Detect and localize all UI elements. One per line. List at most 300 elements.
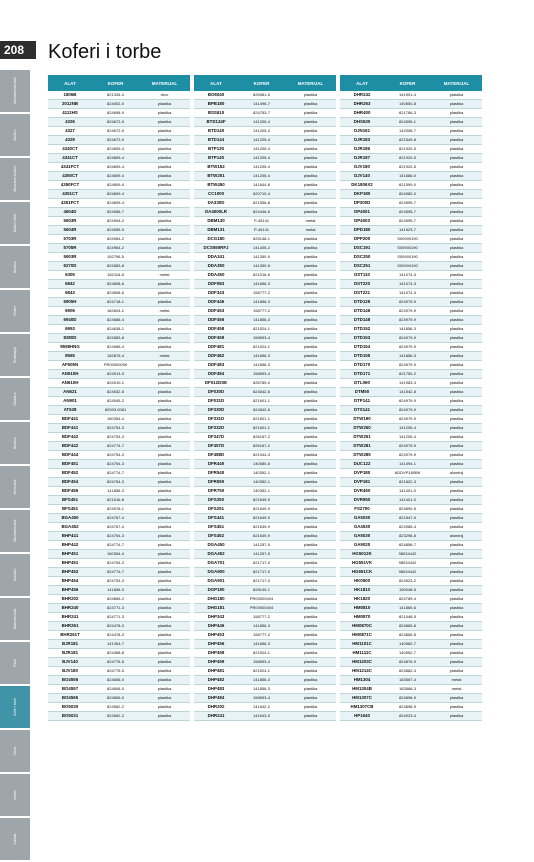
material: plastika — [431, 262, 482, 271]
case-code: 821649-9 — [238, 496, 285, 505]
case-code: 821599-0 — [384, 181, 431, 190]
tool-model: HG5012K — [340, 550, 384, 559]
table-row — [48, 406, 190, 415]
tool-model: DTP141 — [340, 397, 384, 406]
table-row — [340, 118, 482, 127]
table-row — [194, 595, 336, 604]
material: plastika — [285, 712, 336, 721]
table-row — [48, 118, 190, 127]
case-code: 824876-9 — [384, 658, 431, 667]
case-code: 824478-3 — [92, 622, 139, 631]
material: plastika — [285, 586, 336, 595]
tool-model: 6906 — [48, 307, 92, 316]
table-row — [340, 685, 482, 694]
table-row — [48, 496, 190, 505]
material: plastika — [139, 532, 190, 541]
material: plastika — [285, 694, 336, 703]
table-row — [48, 667, 190, 676]
table-row — [48, 640, 190, 649]
material: plastika — [285, 118, 336, 127]
case-code: 821920-5 — [384, 145, 431, 154]
material: metal — [139, 271, 190, 280]
table-row — [340, 406, 482, 415]
material: plastika — [285, 640, 336, 649]
tool-model: DHS630 — [340, 118, 384, 127]
column-header: KOFER — [92, 75, 139, 91]
material: plastika — [285, 613, 336, 622]
chapter-tab-label: Bušilice — [13, 129, 17, 141]
tool-model: BPB180 — [194, 100, 238, 109]
case-code: 141523-7 — [384, 226, 431, 235]
tool-model: DHR241 — [194, 712, 238, 721]
table-row — [48, 415, 190, 424]
material: plastika — [139, 343, 190, 352]
case-code: 158593-4 — [238, 658, 285, 667]
tool-model: DJV140 — [340, 172, 384, 181]
tool-model: HG651CK — [340, 568, 384, 577]
table-row — [340, 640, 482, 649]
tool-model: DTD154 — [340, 343, 384, 352]
chapter-tab[interactable] — [0, 686, 30, 728]
tool-model: 4341CT — [48, 154, 92, 163]
table-row — [340, 694, 482, 703]
case-code: 821524-1 — [238, 343, 285, 352]
material: plastika — [285, 469, 336, 478]
table-row — [194, 136, 336, 145]
table-row — [340, 604, 482, 613]
material: aluminij — [431, 532, 482, 541]
tool-model: DST110 — [340, 271, 384, 280]
chapter-tab[interactable] — [0, 730, 30, 772]
tool-model: 4112HS — [48, 109, 92, 118]
table-row — [48, 262, 190, 271]
case-code: 824809-4 — [92, 181, 139, 190]
table-row — [194, 667, 336, 676]
case-code: 824979-9 — [384, 316, 431, 325]
material: plastika — [285, 685, 336, 694]
material: plastika — [431, 568, 482, 577]
material: plastika — [431, 649, 482, 658]
tool-model: BHR241 — [48, 613, 92, 622]
tool-model: DBM130 — [194, 217, 238, 226]
table-row — [194, 640, 336, 649]
case-code: 141901-4 — [384, 91, 431, 100]
chapter-tab[interactable] — [0, 598, 30, 640]
material: plastika — [431, 712, 482, 721]
tool-model: AF505N — [48, 361, 92, 370]
material: plastika — [139, 118, 190, 127]
material: plastika — [431, 244, 482, 253]
material: plastika — [431, 451, 482, 460]
tool-model: DUC122 — [340, 460, 384, 469]
material: plastika — [431, 433, 482, 442]
material: plastika — [139, 208, 190, 217]
material: plastika — [285, 316, 336, 325]
tool-model: DFS250 — [194, 496, 238, 505]
tool-model: AT638 — [48, 406, 92, 415]
tool-model: HM0870 — [340, 613, 384, 622]
case-code: 98034442 — [384, 550, 431, 559]
material: plastika — [431, 667, 482, 676]
case-code: 141644-8 — [238, 181, 285, 190]
case-code: 821649-9 — [238, 505, 285, 514]
chapter-tab[interactable] — [0, 334, 30, 376]
tool-model: DDA450 — [194, 271, 238, 280]
table-row — [48, 352, 190, 361]
tool-model: DTW250 — [340, 424, 384, 433]
tool-model: 6905H — [48, 298, 92, 307]
table-row — [194, 514, 336, 523]
tool-model: HM1101C — [340, 640, 384, 649]
material: plastika — [431, 595, 482, 604]
tool-model: HM0810 — [340, 604, 384, 613]
table-row — [194, 118, 336, 127]
column-header: KOFER — [238, 75, 285, 91]
material: plastika — [285, 604, 336, 613]
case-code: 824809-4 — [92, 163, 139, 172]
column-header: MATERIJAL — [285, 75, 336, 91]
case-code: 821750-2 — [384, 370, 431, 379]
table-row — [48, 298, 190, 307]
chapter-tab-label: Akumulatorski alati — [13, 77, 17, 105]
tool-model: DDF456 — [194, 316, 238, 325]
table-row — [340, 649, 482, 658]
table-row — [194, 235, 336, 244]
case-code: 824865-8 — [384, 631, 431, 640]
chapter-tab[interactable] — [0, 246, 30, 288]
chapter-tab[interactable] — [0, 290, 30, 332]
tool-model: DGA901 — [194, 577, 238, 586]
material: plastika — [285, 388, 336, 397]
case-code: 824882-4 — [384, 667, 431, 676]
tool-model: BO4555 — [48, 676, 92, 685]
chapter-tab[interactable] — [0, 818, 30, 860]
tool-model: HM1304 — [340, 676, 384, 685]
material: plastika — [431, 370, 482, 379]
case-code: 821601-1 — [238, 424, 285, 433]
material: plastika — [285, 361, 336, 370]
material: plastika — [139, 496, 190, 505]
table-row — [194, 145, 336, 154]
case-code: 158593-4 — [238, 370, 285, 379]
case-code: 821717-0 — [238, 577, 285, 586]
material: plastika — [139, 379, 190, 388]
case-code: 158593-4 — [238, 694, 285, 703]
tool-model: DHP484 — [194, 694, 238, 703]
column-header: KOFER — [384, 75, 431, 91]
material: plastika — [139, 604, 190, 613]
material: plastika — [139, 451, 190, 460]
chapter-tab[interactable] — [0, 158, 30, 200]
table-row — [48, 433, 190, 442]
material: plastika — [431, 307, 482, 316]
tool-model: DVP180 — [340, 469, 384, 478]
case-code: 821920-5 — [384, 154, 431, 163]
case-code: 183567-4 — [384, 676, 431, 685]
material: plastika — [431, 703, 482, 712]
material: plastika — [285, 109, 336, 118]
case-code: 824865-2 — [92, 595, 139, 604]
table-row — [340, 379, 482, 388]
tool-model: BHP451 — [48, 559, 92, 568]
table-row — [340, 532, 482, 541]
table-row — [48, 532, 190, 541]
table-row — [340, 667, 482, 676]
material: plastika — [139, 505, 190, 514]
chapter-tab[interactable] — [0, 642, 30, 684]
tool-model: 6270D — [48, 262, 92, 271]
chapter-tab-label: Kontakt — [13, 833, 17, 845]
case-code: 158593-4 — [238, 334, 285, 343]
case-code: 826167-2 — [238, 442, 285, 451]
tool-model: DHP459 — [194, 658, 238, 667]
tool-model: DTW251 — [340, 433, 384, 442]
material: plastika — [431, 118, 482, 127]
tool-model: BTP130 — [194, 145, 238, 154]
table-row — [194, 253, 336, 262]
material: plastika — [139, 100, 190, 109]
table-row — [194, 388, 336, 397]
case-code: 141856-3 — [238, 640, 285, 649]
material: plastika — [285, 451, 336, 460]
tool-model: DF031D — [194, 397, 238, 406]
case-code: PR00000404 — [238, 595, 285, 604]
tool-model: DGP180 — [194, 586, 238, 595]
case-code: 158777-2 — [238, 631, 285, 640]
tool-model: DST221 — [340, 289, 384, 298]
case-code: 150048-5 — [384, 586, 431, 595]
table-row — [194, 244, 336, 253]
tool-model: 6305 — [48, 271, 92, 280]
case-code: 140562-7 — [384, 640, 431, 649]
chapter-tab[interactable] — [0, 466, 30, 508]
table-row — [194, 478, 336, 487]
case-code: 824771-3 — [92, 613, 139, 622]
tool-model: DF457D — [194, 442, 238, 451]
tool-model: DDF458 — [194, 325, 238, 334]
case-code: 824979-9 — [384, 307, 431, 316]
table-row — [48, 253, 190, 262]
tool-model: BFS451 — [48, 496, 92, 505]
table-row — [48, 685, 190, 694]
table-row — [48, 514, 190, 523]
material: plastika — [431, 172, 482, 181]
case-code: 82993-0081 — [92, 406, 139, 415]
chapter-tab-label: Servis — [13, 746, 17, 756]
material: plastika — [431, 226, 482, 235]
tool-model: BTW152 — [194, 163, 238, 172]
material: plastika — [285, 406, 336, 415]
tool-model: BTW450 — [194, 181, 238, 190]
table-row — [48, 181, 190, 190]
case-code: 824754-3 — [92, 424, 139, 433]
case-code: 141401-0 — [384, 487, 431, 496]
chapter-tab[interactable] — [0, 774, 30, 816]
tool-model: DHP482 — [194, 676, 238, 685]
table-row — [194, 361, 336, 370]
tool-model: DDA350 — [194, 262, 238, 271]
table-row — [48, 154, 190, 163]
case-code: 824985-4 — [384, 523, 431, 532]
table-row — [48, 658, 190, 667]
tool-model: GA4530 — [340, 523, 384, 532]
material: plastika — [285, 307, 336, 316]
table-row — [340, 577, 482, 586]
material: plastika — [285, 667, 336, 676]
case-code: 141686-0 — [384, 172, 431, 181]
chapter-tab[interactable] — [0, 378, 30, 420]
tool-model: DTD129 — [340, 298, 384, 307]
table-row — [48, 523, 190, 532]
tool-model: HK1810 — [340, 586, 384, 595]
material: plastika — [431, 397, 482, 406]
case-code: S00900190 — [384, 262, 431, 271]
material: plastika — [431, 253, 482, 262]
tool-model: HM1203C — [340, 658, 384, 667]
tool-model: BDF444 — [48, 451, 92, 460]
case-code: 824774-7 — [92, 541, 139, 550]
table-row — [194, 109, 336, 118]
chapter-tab[interactable] — [0, 422, 30, 464]
table-row — [340, 280, 482, 289]
case-code: PR00000090 — [92, 361, 139, 370]
case-code: 824979-9 — [384, 334, 431, 343]
tool-model: DTL060 — [340, 379, 384, 388]
case-code: 824478-3 — [92, 631, 139, 640]
tool-model: DTD153 — [340, 334, 384, 343]
table-row — [194, 496, 336, 505]
tool-model: HM1304B — [340, 685, 384, 694]
material: plastika — [431, 145, 482, 154]
case-code: 824865-8 — [384, 622, 431, 631]
material: plastika — [285, 541, 336, 550]
material: plastika — [285, 397, 336, 406]
material: plastika — [431, 91, 482, 100]
table-row — [340, 271, 482, 280]
table-row — [340, 244, 482, 253]
case-code: 824910-1 — [92, 379, 139, 388]
tool-model: CC1000 — [194, 190, 238, 199]
material: plastika — [139, 370, 190, 379]
material: plastika — [431, 658, 482, 667]
tool-model: BHR261T — [48, 631, 92, 640]
table-row — [340, 631, 482, 640]
case-code: 824595-7 — [384, 208, 431, 217]
tool-model: DDF446 — [194, 298, 238, 307]
tool-model: BO6040 — [194, 91, 238, 100]
material: plastika — [285, 424, 336, 433]
chapter-tab[interactable] — [0, 554, 30, 596]
case-code: 824913-3 — [92, 370, 139, 379]
chapter-tab[interactable] — [0, 114, 30, 156]
material: plastika — [285, 289, 336, 298]
material: plastika — [431, 136, 482, 145]
table-row — [340, 541, 482, 550]
material: plastika — [285, 298, 336, 307]
case-code: 823298-8 — [384, 532, 431, 541]
material: plastika — [139, 244, 190, 253]
tool-model: DFR540 — [194, 469, 238, 478]
table-row — [194, 316, 336, 325]
material: plastika — [431, 541, 482, 550]
tool-model: DA4000LR — [194, 208, 238, 217]
case-code: 824754-3 — [92, 532, 139, 541]
chapter-tab[interactable] — [0, 70, 30, 112]
material: plastika — [285, 181, 336, 190]
table-row — [48, 235, 190, 244]
table-row — [194, 541, 336, 550]
tool-model: DFR440 — [194, 460, 238, 469]
tool-model: DDA341 — [194, 253, 238, 262]
case-code: 821717-0 — [238, 559, 285, 568]
case-code: 824583-8 — [92, 262, 139, 271]
tool-model: 4329 — [48, 136, 92, 145]
case-code: 824982-0 — [384, 190, 431, 199]
case-code: 824562-2 — [92, 703, 139, 712]
tool-model: DP4001 — [340, 208, 384, 217]
tool-model: DDF343 — [194, 289, 238, 298]
table-row — [48, 460, 190, 469]
chapter-tab[interactable] — [0, 510, 30, 552]
case-code: 141494-1 — [384, 460, 431, 469]
tool-model: DGA450 — [194, 541, 238, 550]
table-row — [194, 91, 336, 100]
material: plastika — [285, 595, 336, 604]
case-code: 141542-8 — [384, 388, 431, 397]
table-row — [194, 154, 336, 163]
case-code: 141354-7 — [92, 640, 139, 649]
table-row — [48, 379, 190, 388]
material: plastika — [431, 334, 482, 343]
tool-model: DFS441 — [194, 514, 238, 523]
material: plastika — [285, 334, 336, 343]
case-code: 824672-9 — [92, 127, 139, 136]
table-row — [194, 685, 336, 694]
case-code: 824890-5 — [384, 505, 431, 514]
case-code: P-45141 — [238, 226, 285, 235]
case-code: 824523-2 — [384, 577, 431, 586]
case-code: 141856-3 — [384, 325, 431, 334]
table-row — [340, 424, 482, 433]
table-row — [340, 163, 482, 172]
case-code: 141257-5 — [238, 550, 285, 559]
material: plastika — [431, 388, 482, 397]
tool-model: 1806B — [48, 91, 92, 100]
material: plastika — [285, 262, 336, 271]
case-code: 824754-3 — [92, 478, 139, 487]
chapter-tab-label: Indeks — [13, 790, 17, 800]
table-row — [194, 397, 336, 406]
case-code: 141205-4 — [238, 172, 285, 181]
table-row — [340, 559, 482, 568]
table-row — [340, 361, 482, 370]
material: plastika — [285, 658, 336, 667]
table-row — [48, 649, 190, 658]
table-row — [340, 595, 482, 604]
case-code: 824532-5 — [92, 388, 139, 397]
material: plastika — [139, 163, 190, 172]
tool-model: BDF454 — [48, 478, 92, 487]
table-row — [48, 451, 190, 460]
material: plastika — [285, 496, 336, 505]
tool-model: DF488D — [194, 451, 238, 460]
case-code: 140550-8 — [384, 100, 431, 109]
chapter-tab[interactable] — [0, 202, 30, 244]
table-row — [48, 595, 190, 604]
material: plastika — [431, 460, 482, 469]
table-row — [340, 154, 482, 163]
case-code: 141642-2 — [238, 703, 285, 712]
